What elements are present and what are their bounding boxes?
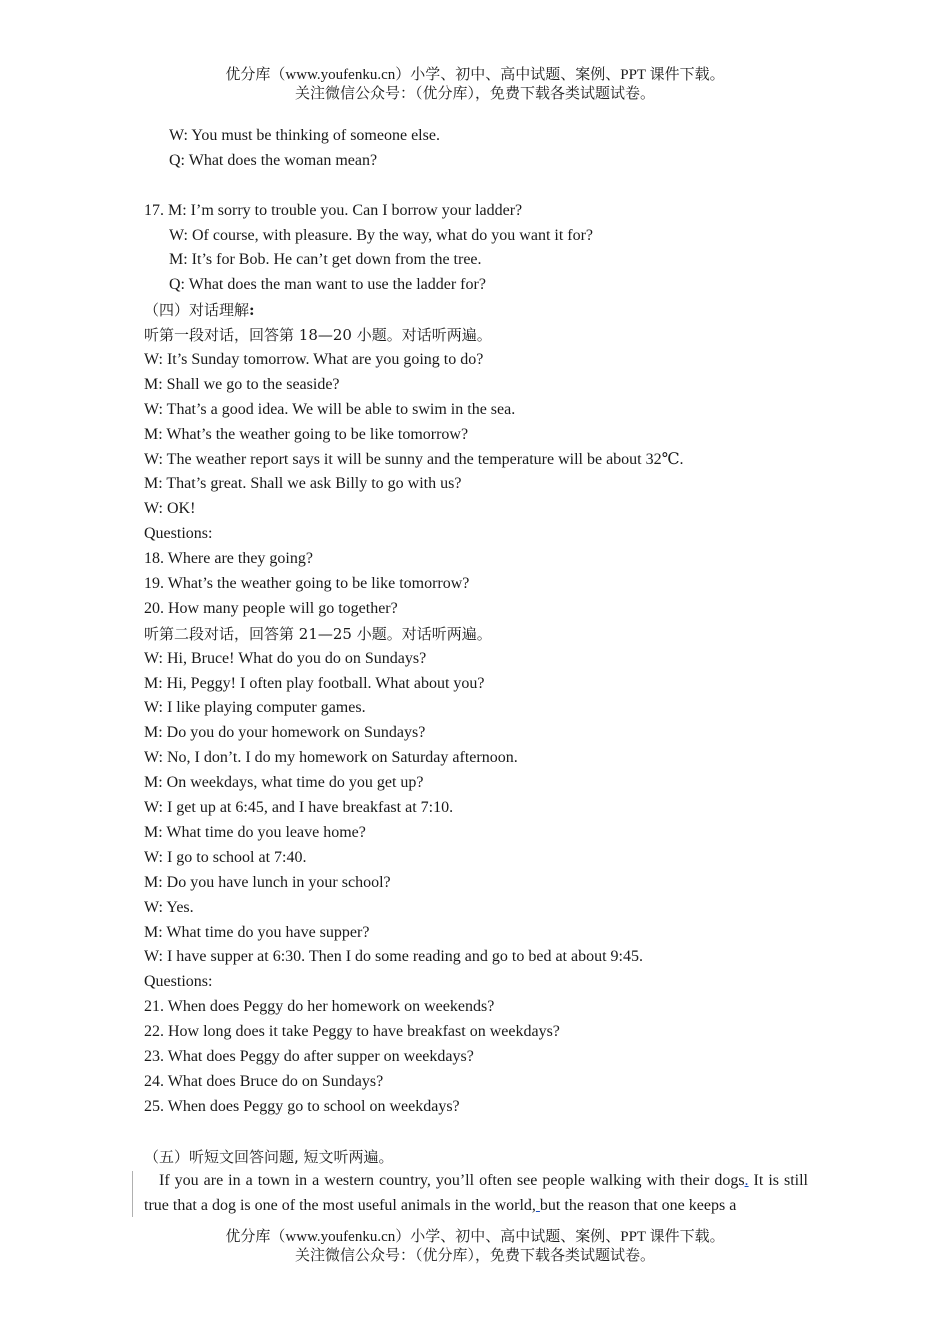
question-item: 18. Where are they going? xyxy=(144,550,313,568)
q17-man-line-2: M: It’s for Bob. He can’t get down from the tree. xyxy=(169,251,482,269)
passage-text-1: If you are in a town in a western country, you’ll often see people walking with their dogs xyxy=(159,1172,745,1190)
dialog1-intro: 听第一段对话，回答第 18—20 小题。对话听两遍。 xyxy=(144,326,492,345)
dialog-line: W: No, I don’t. I do my homework on Saturday afternoon. xyxy=(144,749,518,767)
spacer xyxy=(144,174,808,199)
questions1-list xyxy=(144,547,808,622)
q17-woman-line: W: Of course, with pleasure. By the way, what do you want it for? xyxy=(169,226,594,244)
passage-text-2: It is still true that a dog is one of the most useful animals in the world, xyxy=(144,1172,808,1215)
dialog-line: M: On weekdays, what time do you get up? xyxy=(144,774,424,792)
question-item: 21. When does Peggy do her homework on weekends? xyxy=(144,998,495,1016)
header-line-1: 优分库（www.youfenku.cn）小学、初中、高中试题、案例、PPT 课件下载。 xyxy=(225,67,725,83)
q17-man-line-1: 17. M: I’m sorry to trouble you. Can I borrow your ladder? xyxy=(144,201,523,219)
dialog2-intro: 听第二段对话，回答第 21—25 小题。对话听两遍。 xyxy=(144,624,492,643)
questions-label-1: Questions: xyxy=(144,525,213,543)
section4-title xyxy=(144,298,808,323)
section5-title: （五）听短文回答问题, 短文听两遍。 xyxy=(144,1147,394,1166)
dialog-line: W: I get up at 6:45, and I have breakfast at 7:10. xyxy=(144,799,454,817)
dialog1-lines xyxy=(144,348,808,522)
dialog-line: M: What time do you leave home? xyxy=(144,823,366,841)
dialog-line: M: Hi, Peggy! I often play football. What about you? xyxy=(144,674,485,692)
dialog-line: W: I go to school at 7:40. xyxy=(144,848,307,866)
dialog2-lines xyxy=(144,647,808,971)
section4-title-colon: : xyxy=(249,301,255,320)
q16-woman-line: W: You must be thinking of someone else. xyxy=(169,127,440,144)
questions2-list xyxy=(144,995,808,1119)
dialog-line: W: The weather report says it will be sunny and the temperature will be about 32℃. xyxy=(144,450,684,468)
header-line-2: 关注微信公众号：（优分库），免费下载各类试题试卷。 xyxy=(294,86,655,102)
dialog-line: W: I like playing computer games. xyxy=(144,699,366,717)
question-item: 23. What does Peggy do after supper on weekdays? xyxy=(144,1047,474,1065)
dialog-line: M: What’s the weather going to be like tomorrow? xyxy=(144,425,469,443)
dialog-line: W: It’s Sunday tomorrow. What are you going to do? xyxy=(144,351,484,369)
passage-mark-1: . xyxy=(744,1172,749,1190)
q16-question-line: Q: What does the woman mean? xyxy=(169,151,378,169)
questions-label-2: Questions: xyxy=(144,973,213,991)
question-item: 24. What does Bruce do on Sundays? xyxy=(144,1072,384,1090)
section4-title-text: （四）对话理解 xyxy=(144,301,250,320)
footer-line-2: 关注微信公众号：（优分库），免费下载各类试题试卷。 xyxy=(294,1248,655,1264)
question-item: 19. What’s the weather going to be like tomorrow? xyxy=(144,575,470,593)
dialog-line: W: That’s a good idea. We will be able to swim in the sea. xyxy=(144,400,516,418)
question-item: 25. When does Peggy go to school on weekdays? xyxy=(144,1097,460,1115)
revision-bar xyxy=(132,1171,133,1217)
dialog-line: M: Shall we go to the seaside? xyxy=(144,375,340,393)
q17-question-line: Q: What does the man want to use the ladder for? xyxy=(169,276,486,294)
passage-text-3: but the reason that one keeps a xyxy=(539,1197,737,1215)
question-item: 22. How long does it take Peggy to have breakfast on weekdays? xyxy=(144,1023,560,1041)
footer-line-1: 优分库（www.youfenku.cn）小学、初中、高中试题、案例、PPT 课件下载。 xyxy=(225,1229,725,1245)
dialog-line: W: Yes. xyxy=(144,898,194,916)
spacer xyxy=(144,1120,808,1145)
dialog-line: W: OK! xyxy=(144,500,196,518)
dialog-line: W: I have supper at 6:30. Then I do some reading and go to bed at about 9:45. xyxy=(144,948,643,966)
document-body xyxy=(144,124,808,1219)
section5-passage xyxy=(144,1169,808,1219)
page-footer xyxy=(0,1228,950,1266)
dialog-line: W: Hi, Bruce! What do you do on Sundays? xyxy=(144,649,427,667)
dialog-line: M: What time do you have supper? xyxy=(144,923,370,941)
dialog-line: M: That’s great. Shall we ask Billy to go with us? xyxy=(144,475,462,493)
page-header xyxy=(0,66,950,104)
dialog-line: M: Do you have lunch in your school? xyxy=(144,873,391,891)
question-item: 20. How many people will go together? xyxy=(144,599,398,617)
dialog-line: M: Do you do your homework on Sundays? xyxy=(144,724,426,742)
